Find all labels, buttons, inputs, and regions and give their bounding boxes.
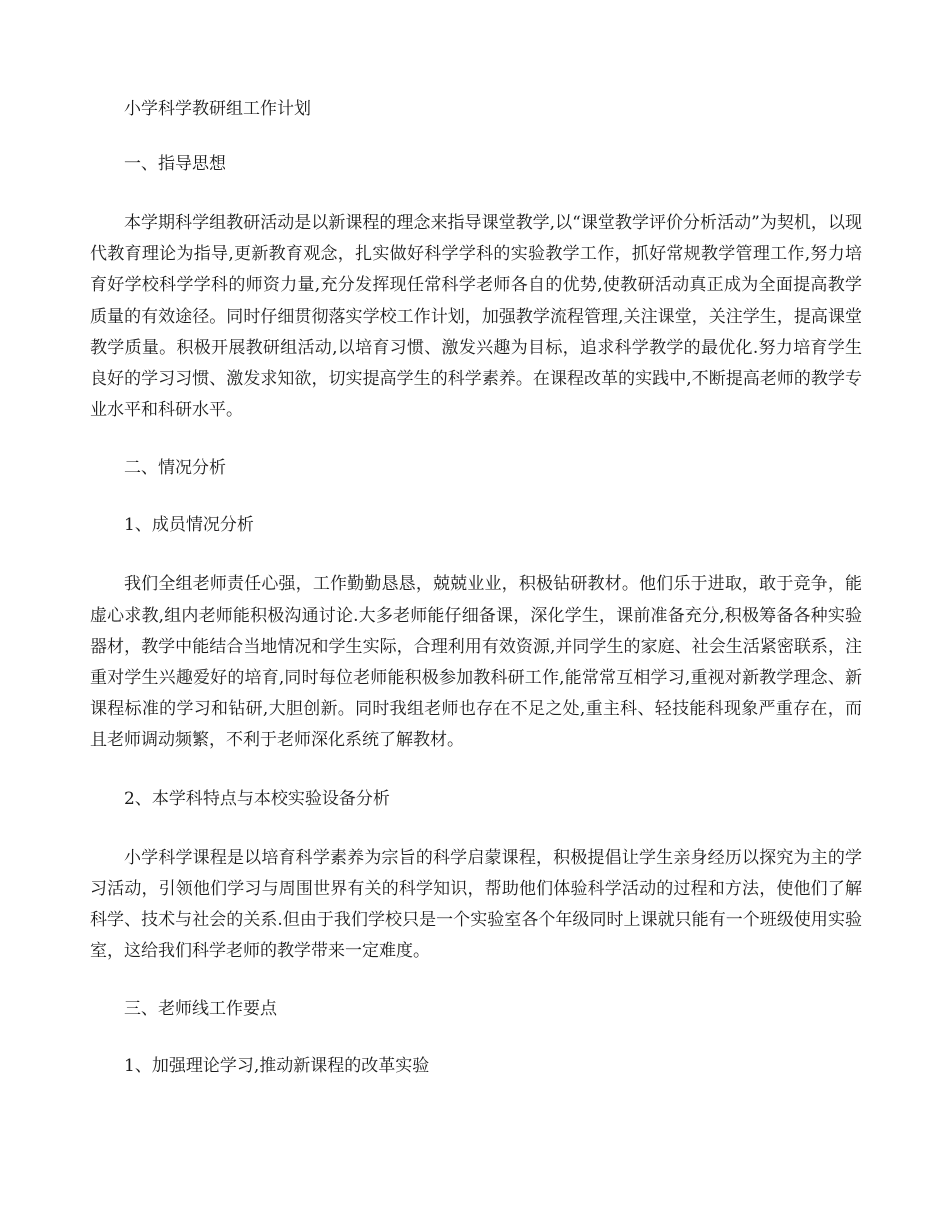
paragraph-subject-equipment: 小学科学课程是以培育科学素养为宗旨的科学启蒙课程，积极提倡让学生亲身经历以探究为主的学习活动，引领他们学习与周围世界有关的科学知识，帮助他们体验科学活动的过程和方法，使他们了解科学、技术与社会的关系.但由于我们学校只是一个实验室各个年级同时上课就只能有一个班级使用实验室，这给我们科学老师的教学带来一定难度。 [90,847,862,962]
paragraph-member-analysis: 我们全组老师责任心强，工作勤勤恳恳，兢兢业业，积极钻研教材。他们乐于进取，敢于竞争，能虚心求教,组内老师能积极沟通讨论.大多老师能仔细备课，深化学生，课前准备充分,积极筹备各种实验器材，教学中能结合当地情况和学生实际，合理利用有效资源,并同学生的家庭、社会生活紧密联系，注重对学生兴趣爱好的培育,同时每位老师能积极参加教科研工作,能常常互相学习,重视对新教学理念、新课程标准的学习和钻研,大胆创新。同时我组老师也存在不足之处,重主科、轻技能科现象严重存在，而且老师调动频繁，不利于老师深化系统了解教材。 [90,574,862,751]
section-heading-situation-analysis: 二、情况分析 [124,458,226,479]
paragraph-guiding-ideology: 本学期科学组教研活动是以新课程的理念来指导课堂教学,以“课堂教学评价分析活动”为契机，以现代教育理论为指导,更新教育观念，扎实做好科学学科的实验教学工作，抓好常规教学管理工作,努力培育好学校科学学科的师资力量,充分发挥现任常科学老师各自的优势,使教研活动真正成为全面提高教学质量的有效途径。同时仔细贯彻落实学校工作计划，加强教学流程管理,关注课堂，关注学生，提高课堂教学质量。积极开展教研组活动,以培育习惯、激发兴趣为目标，追求科学教学的最优化.努力培育学生良好的学习习惯、激发求知欲，切实提高学生的科学素养。在课程改革的实践中,不断提高老师的教学专业水平和科研水平。 [90,213,862,421]
subsection-heading-theory-study: 1、加强理论学习,推动新课程的改革实验 [124,1056,430,1077]
document-title: 小学科学教研组工作计划 [124,99,311,119]
section-heading-guiding-ideology: 一、指导思想 [124,154,226,174]
document-page [90,96,862,1079]
subsection-heading-subject-equipment: 2、本学科特点与本校实验设备分析 [124,788,390,809]
section-heading-work-points: 三、老师线工作要点 [124,999,277,1020]
subsection-heading-member-analysis: 1、成员情况分析 [124,515,254,536]
